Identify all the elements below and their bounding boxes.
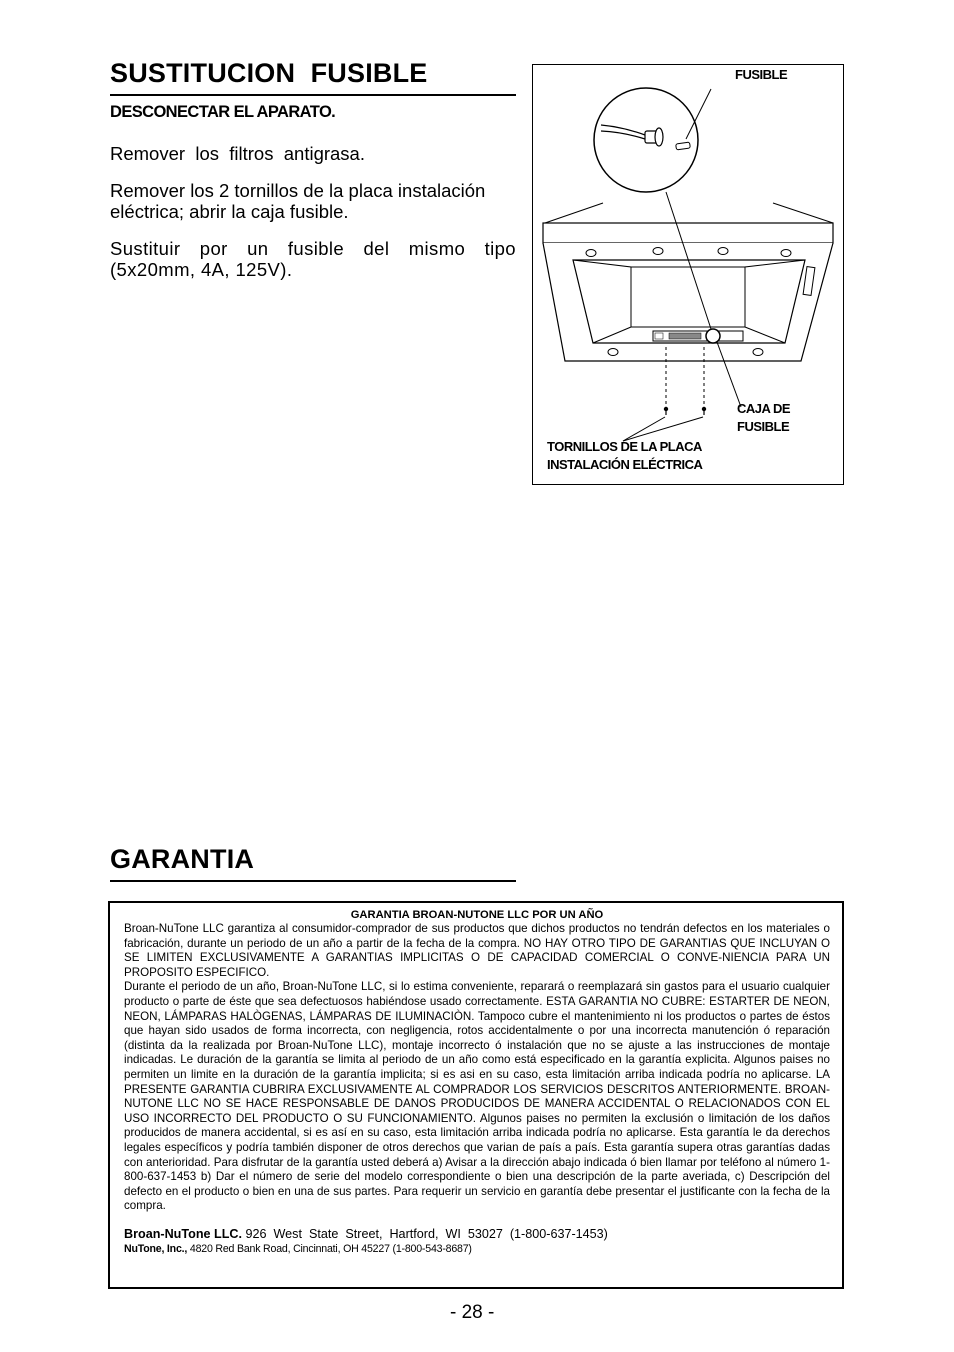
- instruction-paragraph-1: Remover los filtros antigrasa.: [110, 143, 365, 164]
- fuse-box-icon: [706, 329, 720, 343]
- contact-nutone-address: 4820 Red Bank Road, Cincinnati, OH 45227 (1-800-543-8687): [189, 1242, 472, 1255]
- warranty-contact-broan: [124, 1227, 830, 1241]
- fuse-icon: [676, 142, 691, 150]
- title-rule: [110, 94, 516, 96]
- warranty-paragraph-2: Durante el periodo de un año, Broan-NuTone LLC, si lo estima conveniente, reparará o reemplazará sin gastos para el usuario cualquier producto o parte de éste que sea defectuosos habiéndose usado correctamente. ESTA GARANTIA NO CUBRE: ESTARTER DE NEON, NEON, LÁMPARAS HALÒGENAS, LÁMPARAS DE ILUMINACIÒN. Tampoco cubre el mantenimiento ni los productos o partes de éstos que hayan sido usados de forma incorrecta, con negligencia, rotos accidentalmente o por una incorrecta manutención ó reparación (distinta da la realizada por Broan-NuTone LLC), montaje incorrecto ó instalación que no se ajuste a las instrucciones de montaje indicadas. Le duración de la garantía se limita al periodo de un año como está especificado en la garantía explicita. Algunos paises no permiten un limite en la duración de la garantía implicita; si es asi en su caso, esta limitación arriba indicada podría no aplicarse. LA PRESENTE GARANTIA CUBRIRA EXCLUSIVAMENTE AL COMPRADOR LOS SERVICIOS DESCRITOS ANTERIORMENTE. BROAN-NUTONE LLC NO SE HACE RESPONSABLE DE DANOS PRODUCIDOS DE MANERA ACCIDENTAL O RELACIONADOS CON EL USO INCORRECTO DEL PRODUCTO O SU FUNCIONAMIENTO. Algunos paises no permiten la exclusión o limitación de los daños producidos de manera accidental, si es así en su caso, esta limitación arriba indicada podría no aplicarse. Esta garantía le da derechos legales específicos y podría también disponer de otros derechos que varian de país a país. Esta garantía supera otras garantías dadas con anterioridad. Para disfrutar de la garantía usted deberá a) Avisar a la dirección abajo indicada ó bien llamar por teléfono al número 1-800-637-1453 b) Dar el número de serie del modelo correspondiente o bien una descripción de la parte averiada, c) Descripción del defecto en el producto o bien en una de sus partes. Para requerir un servicio en garantía debe presentar el justificante con la fecha de la compra.: [124, 980, 830, 1213]
- section-title-fuse-replacement: SUSTITUCION FUSIBLE: [110, 58, 428, 88]
- page-number: - 28 -: [450, 1302, 495, 1323]
- screw-icon-left: [664, 407, 668, 415]
- warranty-paragraph-1: Broan-NuTone LLC garantiza al consumidor-comprador de sus productos que dichos productos no tendrán defectos en los materiales o fabricación, durante un periodo de un año a partir de la fecha de la compra. NO HAY OTRO TIPO DE GARANTIAS QUE INCLUYAN O SE LIMITEN EXCLUSIVAMENTE A GARANTIAS IMPLICITAS O DE CAPACIDAD COMERCIAL O CONVE-NIENCIA PARA UN PROPOSITO ESPECIFICO.: [124, 922, 830, 979]
- fuse-diagram-figure: [532, 64, 844, 485]
- warranty-contact-nutone: [124, 1243, 830, 1255]
- label-screws-line2: INSTALACIÓN ELÉCTRICA: [547, 457, 703, 472]
- contact-nutone-name: NuTone, Inc.,: [124, 1242, 188, 1255]
- instruction-paragraph-3: Sustituir por un fusible del mismo tipo (5x20mm, 4A, 125V).: [110, 238, 516, 280]
- warranty-box: [108, 901, 844, 1289]
- range-hood-diagram: [533, 65, 843, 484]
- label-fuse-box-line2: FUSIBLE: [737, 419, 790, 434]
- section-title-warranty: GARANTIA: [110, 844, 255, 874]
- screw-icon-right: [702, 407, 706, 415]
- warranty-title-rule: [110, 880, 516, 882]
- contact-broan-address: 926 West State Street, Hartford, WI 53027 (1-800-637-1453): [245, 1226, 608, 1241]
- warranty-heading: GARANTIA BROAN-NUTONE LLC POR UN AÑO: [350, 909, 604, 921]
- label-screws-line1: TORNILLOS DE LA PLACA: [547, 439, 702, 454]
- contact-broan-name: Broan-NuTone LLC.: [124, 1226, 242, 1241]
- label-fuse: FUSIBLE: [735, 67, 788, 82]
- section-subtitle: DESCONECTAR EL APARATO.: [110, 103, 336, 121]
- instruction-paragraph-2: Remover los 2 tornillos de la placa instalación eléctrica; abrir la caja fusible.: [110, 180, 486, 222]
- label-fuse-box-line1: CAJA DE: [737, 401, 791, 416]
- label-fuse-box: [737, 400, 790, 436]
- label-screws: [547, 438, 702, 474]
